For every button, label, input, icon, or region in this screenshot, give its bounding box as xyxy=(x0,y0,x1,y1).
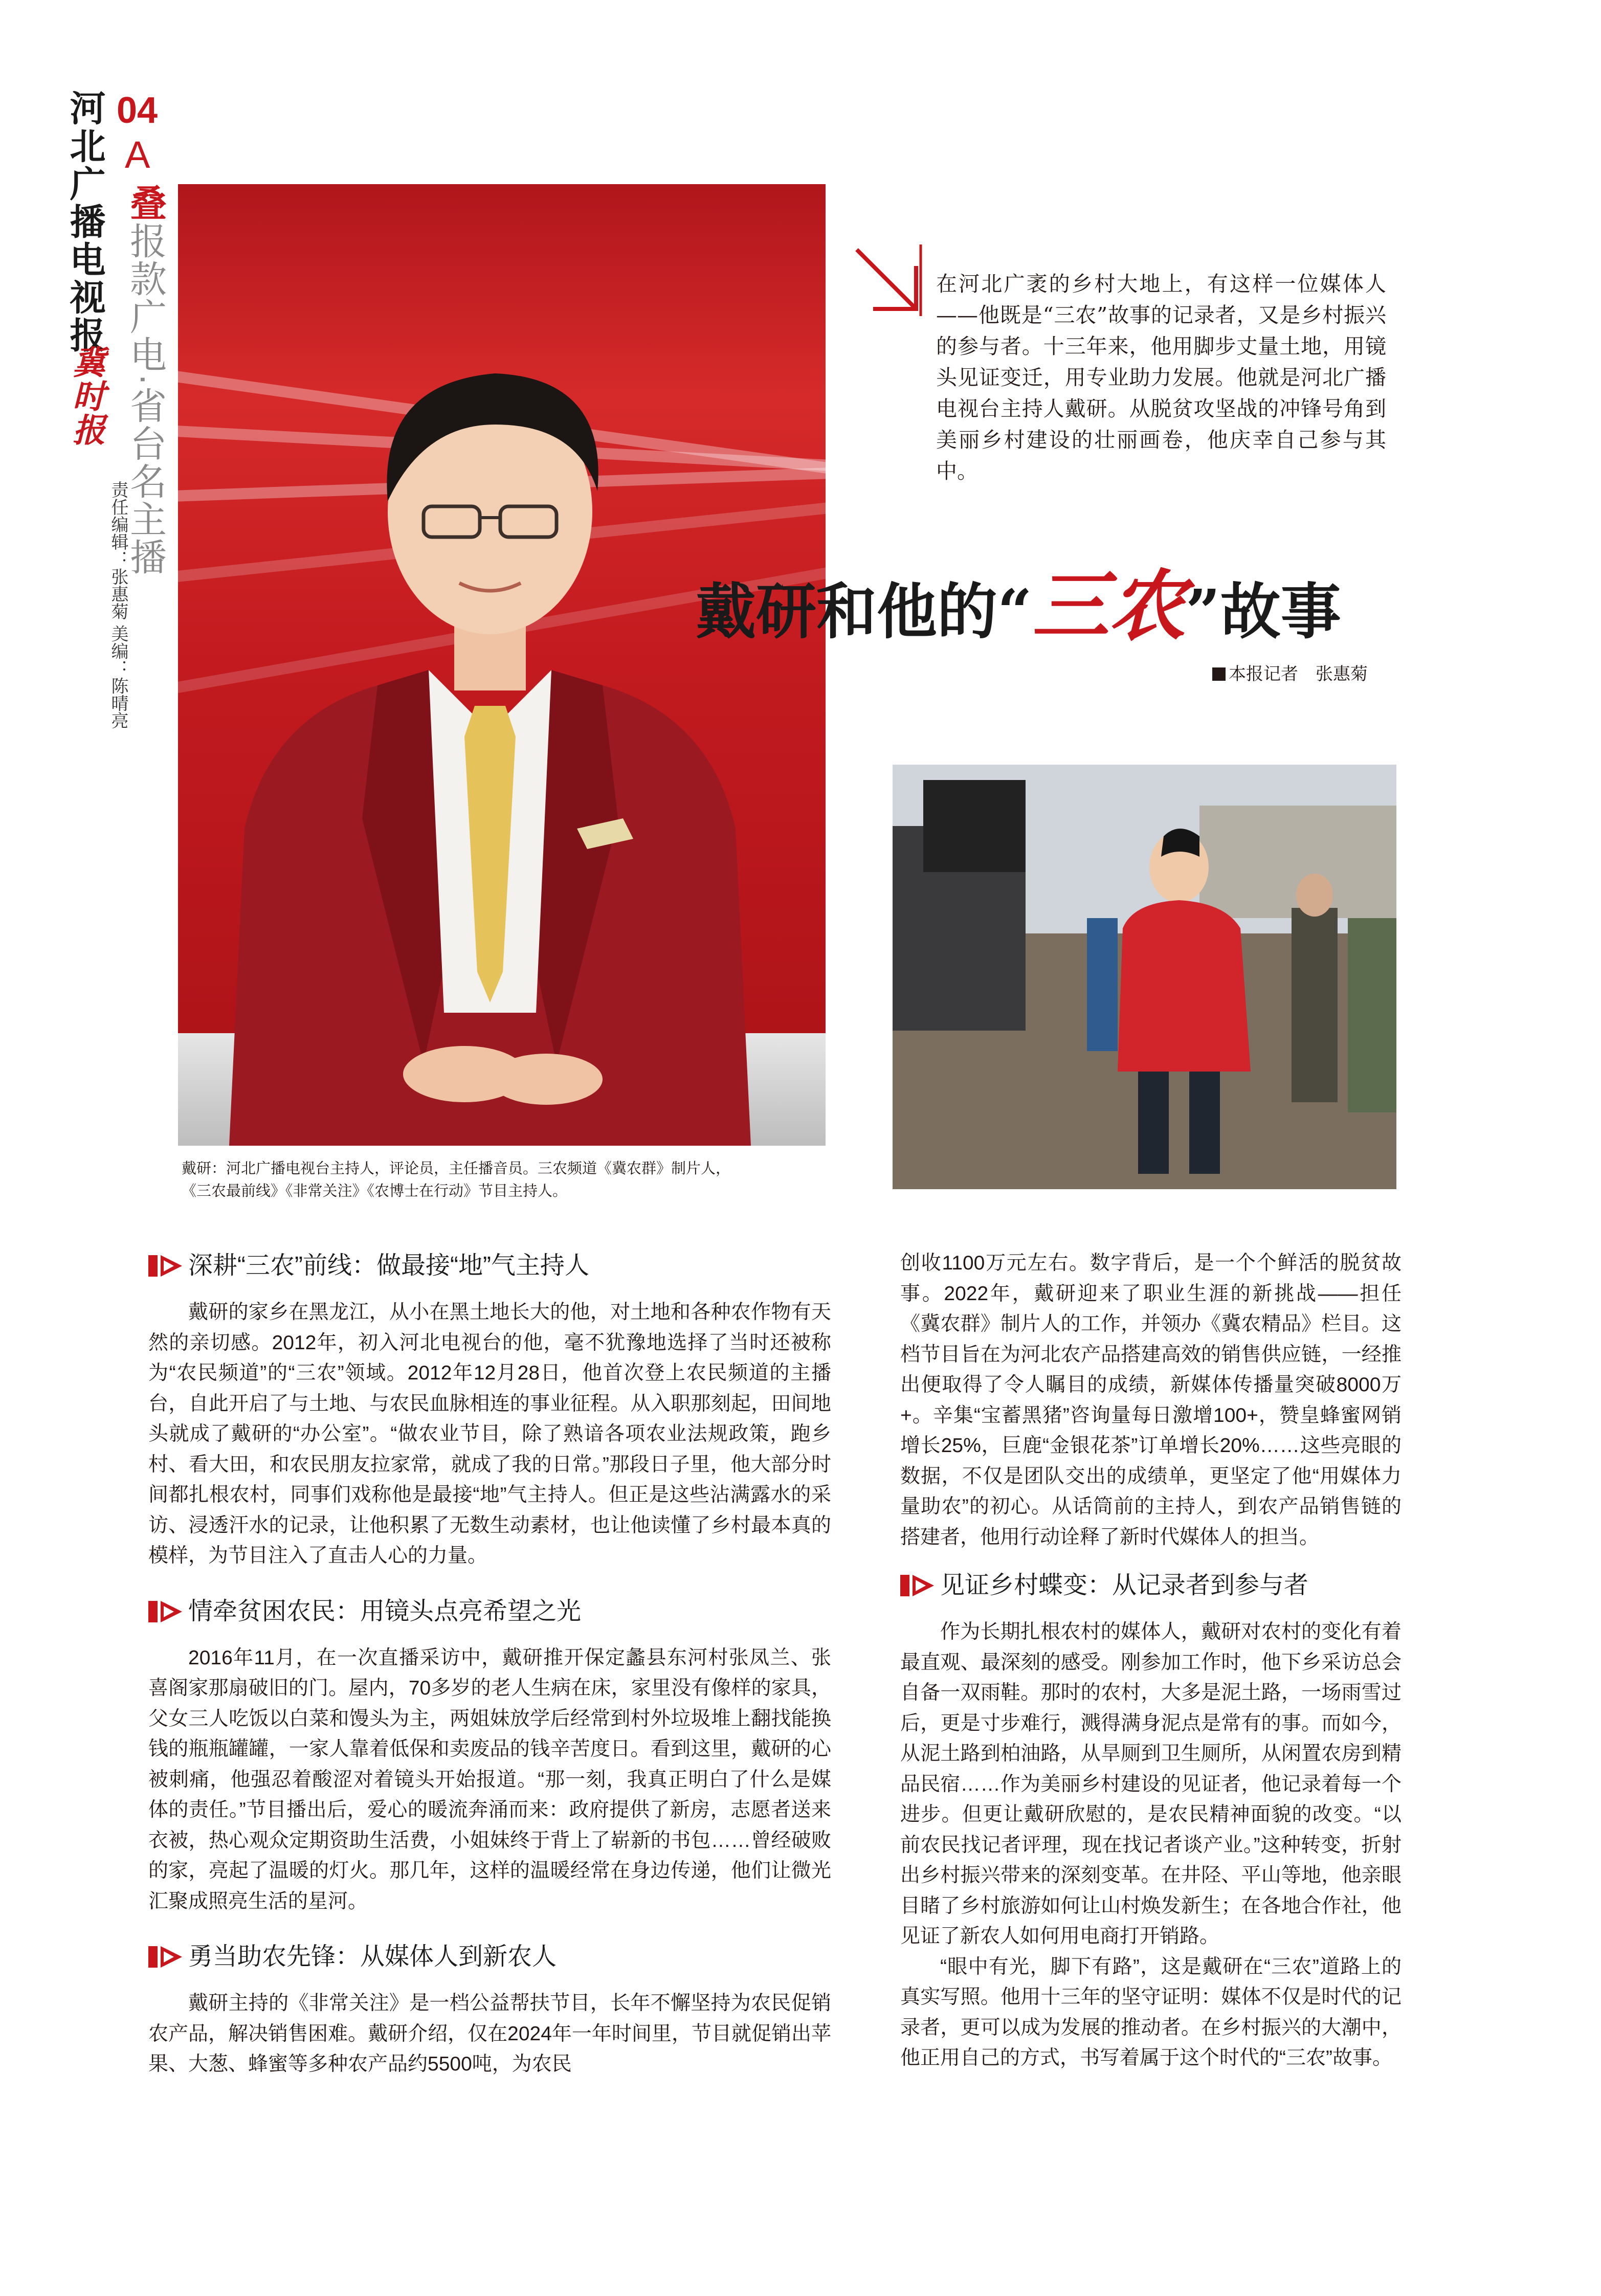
field-report-photo xyxy=(893,765,1396,1189)
section-1-body: 戴研的家乡在黑龙江，从小在黑土地长大的他，对土地和各种农作物有天然的亲切感。2012年，初入河北电视台的他，毫不犹豫地选择了当时还被称为“农民频道”的“三农”领域。2012年12月28日，他首次登上农民频道的主播台，自此开启了与土地、与农民血脉相连的事业征程。从入职那刻起，田间地头就成了戴研的“办公室”。“做农业节目，除了熟谙各项农业法规政策，跑乡村、看大田，和农民朋友拉家常，就成了我的日常。”那段日子里，他大部分时间都扎根农村，同事们戏称他是最接“地”气主持人。但正是这些沾满露水的采访、浸透汗水的记录，让他积累了无数生动素材，也让他读懂了乡村最本真的模样，为节目注入了直击人心的力量。 xyxy=(148,1301,831,1567)
article-column-left xyxy=(148,1248,831,2080)
section-arrow-icon xyxy=(148,1601,182,1622)
section-2-body: 2016年11月，在一次直播采访中，戴研推开保定蠡县东河村张凤兰、张喜阁家那扇破旧的门。屋内，70多岁的老人生病在床，家里没有像样的家具，父女三人吃饭以白菜和馒头为主，两姐妹放学后经常到村外垃圾堆上翻找能换钱的瓶瓶罐罐，一家人靠着低保和卖废品的钱辛苦度日。看到这里，戴研的心被刺痛，他强忍着酸涩对着镜头开始报道。“那一刻，我真正明白了什么是媒体的责任。”节目播出后，爱心的暖流奔涌而来：政府提供了新房，志愿者送来衣被，热心观众定期资助生活费，小姐妹终于背上了崭新的书包……曾经破败的家，亮起了温暖的灯火。那几年，这样的温暖经常在身边传递，他们让微光汇聚成照亮生活的星河。 xyxy=(148,1646,831,1912)
section-3-body-continued: 创收1100万元左右。数字背后，是一个个鲜活的脱贫故事。2022年，戴研迎来了职业生涯的新挑战——担任《冀农群》制片人的工作，并领办《冀农精品》栏目。这档节目旨在为河北农产品搭建高效的销售供应链，一经推出便取得了令人瞩目的成绩，新媒体传播量突破8000万+。辛集“宝蓄黑猪”咨询量每日激增100+，赞皇蜂蜜网销增长25%，巨鹿“金银花茶”订单增长20%……这些亮眼的数据，不仅是团队交出的成绩单，更坚定了他“用媒体力量助农”的初心。从话筒前的主持人，到农产品销售链的搭建者，他用行动诠释了新时代媒体人的担当。 xyxy=(900,1252,1402,1548)
section-3-body: 戴研主持的《非常关注》是一档公益帮扶节目，长年不懈坚持为农民促销农产品，解决销售困难。戴研介绍，仅在2024年一年时间里，节目就促销出苹果、大葱、蜂蜜等多种农产品约5500吨，为农民 xyxy=(148,1992,831,2075)
masthead xyxy=(60,90,165,754)
title-prefix: 戴研和他的“ xyxy=(696,576,1032,647)
byline xyxy=(1212,660,1407,685)
section-heading-2-text: 情牵贫困农民：用镜头点亮希望之光 xyxy=(188,1597,582,1625)
photo-caption xyxy=(182,1157,831,1202)
paper-name: 河北广播电视报 xyxy=(64,90,106,354)
section-4-body-1: 作为长期扎根农村的媒体人，戴研对农村的变化有着最直观、最深刻的感受。刚参加工作时，他下乡采访总会自备一双雨鞋。那时的农村，大多是泥土路，一场雨雪过后，更是寸步难行，溅得满身泥点是常有的事。而如今，从泥土路到柏油路，从旱厕到卫生厕所，从闲置农房到精品民宿……作为美丽乡村建设的见证者，他记录着每一个进步。但更让戴研欣慰的，是农民精神面貌的改变。“以前农民找记者评理，现在找记者谈产业。”这种转变，折射出乡村振兴带来的深刻变革。在井陉、平山等地，他亲眼目睹了乡村旅游如何让山村焕发新生；在各地合作社，他见证了新农人如何用电商打开销路。 xyxy=(900,1621,1402,1947)
field-scene xyxy=(893,765,1396,1189)
anchor-figure xyxy=(209,297,771,1146)
section-arrow-icon xyxy=(900,1575,934,1596)
caption-line-2: 《三农最前线》《非常关注》《农博士在行动》节目主持人。 xyxy=(182,1182,568,1199)
paper-seal-logo: 冀时报 xyxy=(67,345,105,447)
section-heading-2 xyxy=(148,1594,831,1630)
page-number: 04 xyxy=(117,90,158,131)
byline-text: 本报记者 张惠菊 xyxy=(1229,664,1368,684)
section-letter: A xyxy=(125,133,150,176)
section-heading-4-text: 见证乡村蝶变：从记录者到参与者 xyxy=(940,1572,1309,1599)
section-arrow-icon xyxy=(148,1255,182,1277)
section-tag-text: 报款广电·省台名主播 xyxy=(124,222,165,576)
section-heading-1-text: 深耕“三农”前线：做最接“地”气主持人 xyxy=(188,1252,589,1279)
byline-square-icon xyxy=(1212,667,1226,681)
section-heading-3-text: 勇当助农先锋：从媒体人到新农人 xyxy=(188,1943,557,1970)
section-heading-3 xyxy=(148,1939,831,1975)
editor-credits: 责任编辑：张惠菊 美编：陈晴亮 xyxy=(108,481,128,729)
caption-line-1: 戴研：河北广播电视台主持人，评论员，主任播音员。三农频道《冀农群》制片人， xyxy=(182,1160,731,1177)
section-heading-1 xyxy=(148,1248,831,1284)
section-arrow-icon xyxy=(148,1946,182,1968)
article-column-right xyxy=(900,1248,1402,2074)
hero-photo-anchor xyxy=(178,184,826,1146)
intro-arrow-icon xyxy=(852,244,923,316)
section-heading-4 xyxy=(900,1568,1402,1603)
title-highlight: 三农 xyxy=(1032,561,1186,651)
section-tag-prefix: 叠 xyxy=(124,184,165,222)
page-title xyxy=(696,561,1396,651)
section-4-body-2: “眼中有光，脚下有路”，这是戴研在“三农”道路上的真实写照。他用十三年的坚守证明：媒体不仅是时代的记录者，更可以成为发展的推动者。在乡村振兴的大潮中，他正用自己的方式，书写着属于这个时代的“三农”故事。 xyxy=(900,1955,1402,2069)
intro-text: 在河北广袤的乡村大地上，有这样一位媒体人——他既是“三农”故事的记录者，又是乡村振兴的参与者。十三年来，他用脚步丈量土地，用镜头见证变迁，用专业助力发展。他就是河北广播电视台主持人戴研。从脱贫攻坚战的冲锋号角到美丽乡村建设的壮丽画卷，他庆幸自己参与其中。 xyxy=(936,272,1386,483)
title-suffix: ”故事 xyxy=(1185,576,1341,647)
